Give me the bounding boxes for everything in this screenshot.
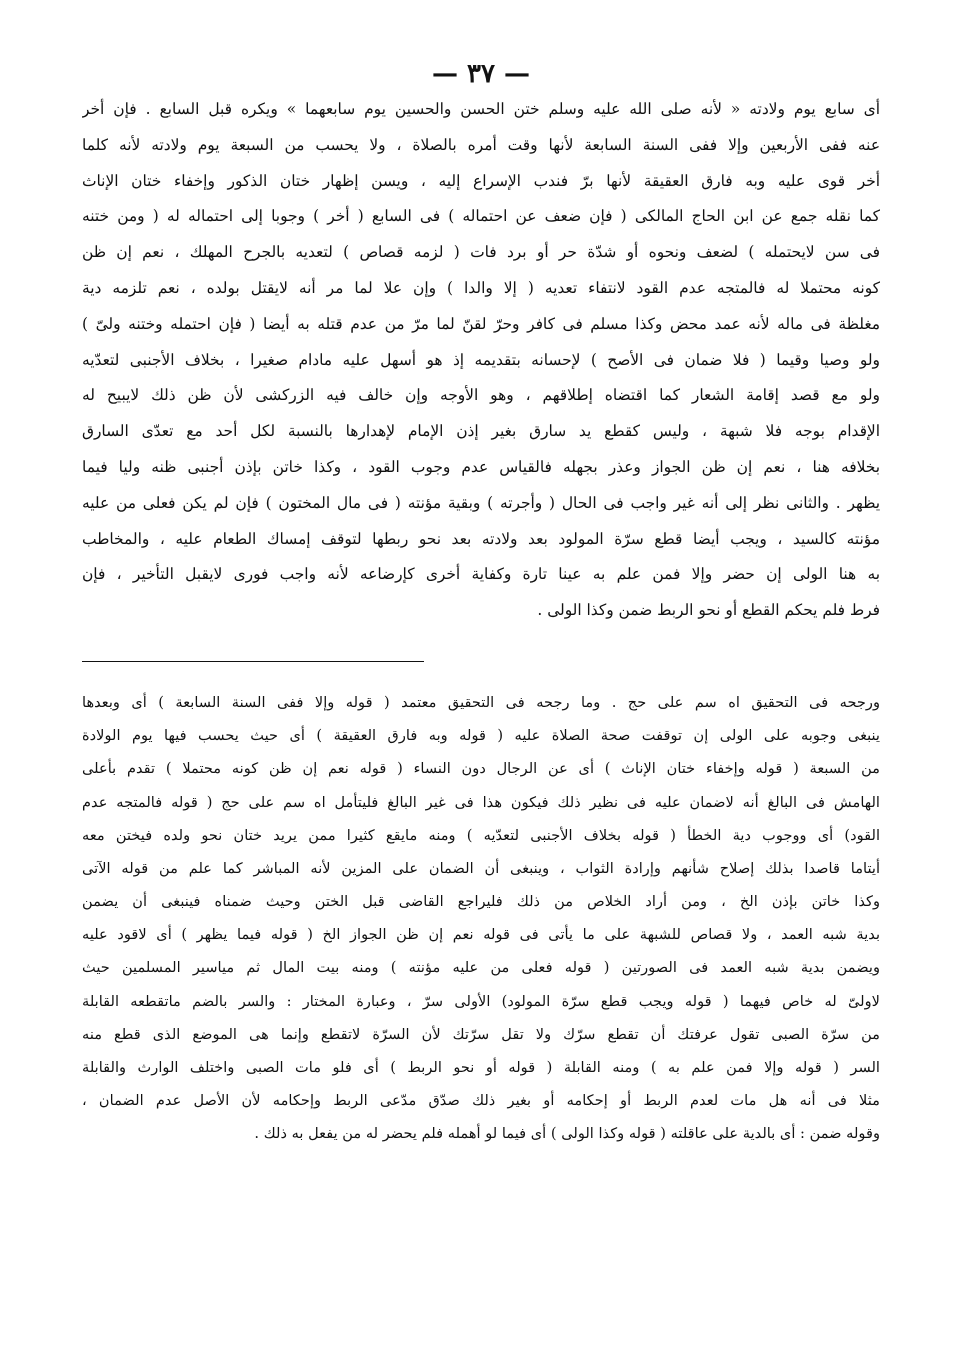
main-text-line: كونه محتملا له فالمتجه عدم القود لانتفاء تعديه ( إلا والدا ) وإن علا لما مر أنه لايقتل بولده ، نعم تلزمه دية — [82, 278, 880, 297]
main-text-line: فرط فلم يحكم القطع أو نحو الربط ضمن وكذا الولى . — [537, 601, 880, 620]
main-text-line: مغلظة فى ماله لأنه عمد محض وكذا مسلم فى كافر وحرّ لقنّ لما مرّ من عدم قتله به أيضا ( فإن احتمله وختنه ولىّ ) — [82, 314, 880, 333]
commentary-text-line: الهامش فى البالغ أنه لاضمان عليه فى نظير ذلك فيكون هذا فى غير البالغ فليتأمل اه سم على حج ( قوله فالمتجه عدم — [82, 793, 880, 811]
commentary-text-line: مثلا فى أنه هل مات لعدم الربط أو إحكامه أو بغير ذلك صدّق مدّعى الربط وإحكامه لأن الأصل عدم الضمان ، — [82, 1092, 880, 1110]
commentary-text-line: ينبغى وجوبه على الولى إن توقفت صحة الصلاة عليه ( قوله وبه فارق العقيقة ) أى حيث يحسب فيها يوم الولادة — [82, 727, 880, 745]
main-text-line: الإقدام بوجه فلا شبهة ، وليس كقطع يد سارق بغير إذن الإمام لإهدارها بالنسبة لكل أحد مع تعدّى السارق — [82, 422, 880, 441]
commentary-text-line: ورجحه فى التحقيق اه سم على حج . وما رجحه فى التحقيق معتمد ( قوله وإلا ففى السنة السابعة ) أى وبعدها — [82, 693, 880, 711]
commentary-text-line: من السبعة ( قوله وإخفاء ختان الإناث ) أى عن الرجال دون النساء ( قوله نعم إن ظن كونه محتملا ) تقدم بأعلى — [82, 760, 880, 778]
commentary-text-line: لاولىّ له خاص فيهما ( قوله ويجب قطع سرّة المولود) الأولى سرّ ، وعبارة المختار : والسر بالضم ماتقطعه القابلة — [82, 992, 880, 1010]
commentary-text-line: بدية شبه العمد ، ولا قصاص للشبهة على ما يأتى فى قوله نعم إن ظن الجواز الخ ( قوله فيما يظهر ) أى لاقود عليه — [82, 926, 880, 944]
commentary-text-line: وقوله ضمن : أى بالدية على عاقلته ( قوله وكذا الولى ) أى فيما لو أهمله فلم يحضر له من يفعل به ذلك . — [254, 1125, 880, 1143]
commentary-text-line: القود) أى ووجوب دية الخطأ ( قوله بخلاف الأجنبى لتعدّيه ) ومنه مايقع كثيرا ممن يريد ختان نحو ولده فيختن معه — [82, 826, 880, 844]
main-text-line: أخر قوى عليه وبه فارق العقيقة لأنها برّ فندب الإسراع إليه ، ويسن إظهار ختان الذكور وإخفاء ختان الإناث — [82, 171, 880, 190]
main-text-block — [82, 92, 880, 629]
main-text-line: بخلافه هنا ، نعم إن ظن الجواز وعذر بجهله فالقياس عدم وجوب القود ، وكذا خاتن بإذن أجنبى ظنه وليا فيما — [82, 457, 880, 476]
commentary-text-line: ويضمن بدية شبه العمد فى الصورتين ( قوله فعلى من عليه مؤنته ) ومنه بيت المال ثم مياسير المسلمين حيث — [82, 959, 880, 977]
main-text-line: أى سابع يوم ولادته « لأنه صلى الله عليه وسلم ختن الحسن والحسين يوم سابعهما » ويكره قبل السابع . فإن أخر — [82, 100, 880, 118]
commentary-text-line: وكذا خاتن بإذن الخ ، ومن أراد الخلاص من ذلك فليراجع القاضى قبل الختن وحيث ضمناه فينبغى أن يضمن — [82, 893, 880, 911]
main-text-line: يظهر . والثانى نظر إلى أنه غير واجب فى الحال ( وأجرته ) وبقية مؤنته ( فى مال المختون ) فإن لم يكن فعلى من عليه — [82, 493, 880, 512]
page-number: — ٣٧ — — [431, 59, 531, 89]
main-text-line: به هنا الولى إن حضر وإلا فمن علم به عينا تارة وكفاية أخرى كإرضاعه لأنه واجب فورى لايقبل التأخير ، فإن — [82, 565, 880, 584]
main-text-line: عنه ففى الأربعين وإلا ففى السنة السابعة لأنها وقت أمره بالصلاة ، ولا يحسب من السبعة يوم ولادته لأنه كلما — [82, 135, 880, 154]
commentary-text-line: من سرّة الصبى تقول عرفتك أن تقطع سرّك ولا تقل سرّتك لأن السرّة لاتقطع وإنما هى الموضع الذى قطع منه — [82, 1025, 880, 1043]
main-text-line: فى سن لايحتمله ) لضعف ونحوه أو شدّة حر أو برد فات ( لزمه قصاص ) لتعديه بالجرح المهلك ، نعم إن ظن — [82, 243, 880, 262]
main-text-line: مؤنته كالسيد ، ويجب أيضا قطع سرّة المولود بعد ولادته بعد نحو ربطها لتوقف إمساك الطعام عليه ، والمخاطب — [82, 529, 880, 548]
main-text-line: كما نقله جمع عن ابن الحاج المالكى ( فإن ضعف عن احتماله ) فى السابع ( أخر ) وجوبا إلى احتماله له ( ومن ختنه — [82, 207, 880, 226]
commentary-text-line: أيتاما قاصدا بذلك إصلاح شأنهم وإرادة الثواب ، وينبغى أن الضمان على المزين لأنه المباشر كما علم من قوله الآتى — [82, 859, 880, 877]
footnote-separator — [82, 661, 424, 662]
commentary-text-line: السر ( قوله وإلا فمن علم به ) ومنه القابلة ( قوله أو نحو الربط ) أى فلو مات الصبى واختلف الوارث والقابلة — [82, 1059, 880, 1077]
main-text-line: ولو مع قصد إقامة الشعار كما اقتضاه إطلاقهم ، وهو الأوجه وإن خالف فيه الزركشى لأن ظن ذلك لايبيح له — [82, 386, 880, 405]
main-text-line: ولو وصيا وقيما ( فلا ضمان فى الأصح ) لإحسانه بتقديمه إذ هو أسهل عليه مادام صغيرا ، بخلاف الأجنبى لتعدّيه — [82, 350, 880, 369]
commentary-text-block — [82, 686, 880, 1151]
